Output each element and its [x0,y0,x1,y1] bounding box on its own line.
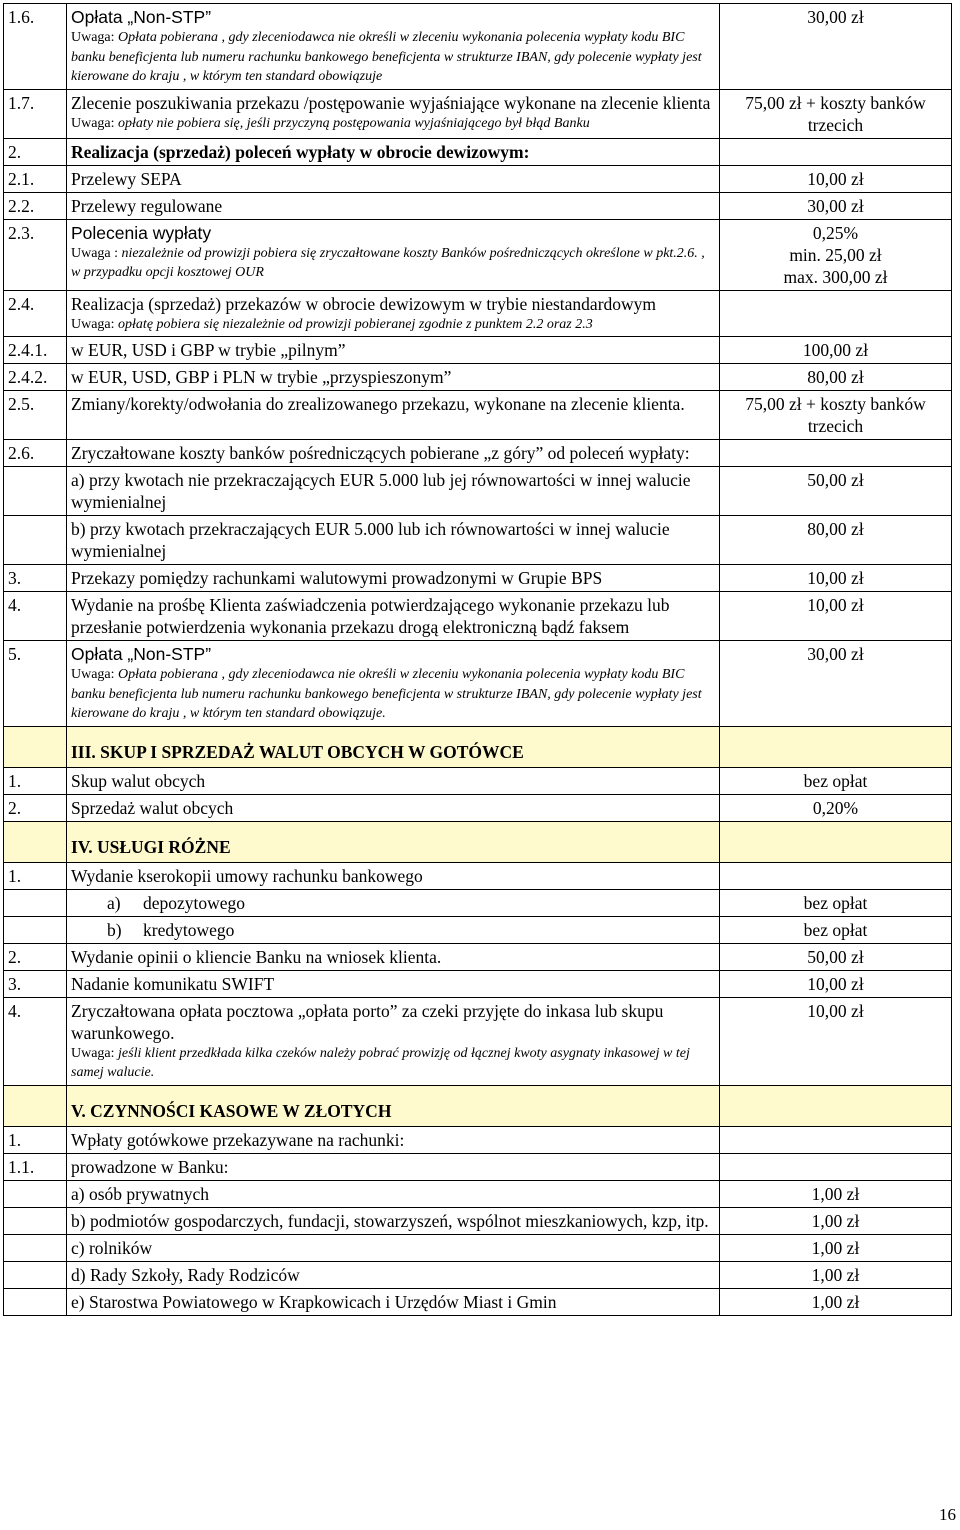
section-header-row [4,1085,952,1126]
fee-row [4,192,952,219]
item-description [67,943,720,970]
item-fee-value: 1,00 zł [720,1234,952,1261]
item-title: prowadzone w Banku: [71,1156,229,1177]
item-fee-value: 50,00 zł [720,943,952,970]
item-description [67,89,720,138]
fee-row [4,1126,952,1153]
item-title: Skup walut obcych [71,770,206,791]
note-text: niezależnie od prowizji pobiera się zryczałtowane koszty Banków pośredniczących określone w pkt.2.6. , w przypadku opcji kosztowej OUR [71,245,705,280]
item-title: w EUR, USD, GBP i PLN w trybie „przyspieszonym” [71,367,452,387]
item-description [67,138,720,165]
item-description [67,1180,720,1207]
note-text: opłaty nie pobiera się, jeśli przyczyną postępowania wyjaśniającego był błąd Banku [114,115,590,131]
item-description [67,1153,720,1180]
item-title: Wpłaty gotówkowe przekazywane na rachunki: [71,1129,405,1150]
fee-row [4,889,952,916]
section-title: III. SKUP I SPRZEDAŻ WALUT OBCYCH W GOTÓWCE [67,726,720,767]
section-value-cell [720,821,952,862]
note-text: Opłata pobierana , gdy zleceniodawca nie określi w zleceniu wykonania polecenia wypłaty kodu BIC banku beneficjenta lub numeru rachunku bankowego beneficjenta w strukturze IBAN, gdy polecenie wypłaty jest kierowane do kraju , w którym ten standard obowiązuje. [71,667,702,721]
item-fee-value: 0,20% [720,794,952,821]
fee-row [4,943,952,970]
item-description [67,364,720,391]
item-description [67,1234,720,1261]
sub-item-letter: b) [107,919,122,940]
item-title: Nadanie komunikatu SWIFT [71,973,275,994]
section-number-cell [4,726,67,767]
fee-row [4,1207,952,1234]
item-title: Sprzedaż walut obcych [71,797,234,818]
item-title: Opłata „Non-STP” [71,644,212,664]
item-title: w EUR, USD i GBP w trybie „pilnym” [71,340,346,360]
fee-row [4,219,952,290]
fee-row [4,641,952,727]
item-number: 1.6. [4,4,67,90]
item-fee-value: bez opłat [720,767,952,794]
item-number: 2.2. [4,192,67,219]
item-number: 3. [4,565,67,592]
item-title: Przelewy SEPA [71,168,182,189]
note-text: Opłata pobierana , gdy zleceniodawca nie określi w zleceniu wykonania polecenia wypłaty kodu BIC banku beneficjenta lub numeru rachunku bankowego beneficjenta w strukturze IBAN, gdy polecenie wypłaty jest kierowane do kraju , w którym ten standard obowiązuje [71,30,702,84]
item-number: 2. [4,943,67,970]
item-number: 2. [4,138,67,165]
item-fee-value: 75,00 zł + koszty banków trzecich [720,391,952,440]
item-title: Zryczałtowana opłata pocztowa „opłata porto” za czeki przyjęte do inkasa lub skupu warunkowego. [71,1000,664,1043]
item-description [67,794,720,821]
page-number: 16 [939,1505,956,1524]
item-fee-value [720,862,952,889]
item-fee-value: 10,00 zł [720,970,952,997]
item-fee-value [720,290,952,337]
item-description [67,391,720,440]
item-title: Opłata „Non-STP” [71,7,212,27]
item-number: 2. [4,794,67,821]
item-description [67,337,720,364]
item-fee-value: bez opłat [720,916,952,943]
fee-row [4,391,952,440]
item-title: depozytowego [143,892,246,913]
fee-row [4,1234,952,1261]
item-fee-value: bez opłat [720,889,952,916]
item-number: 4. [4,997,67,1085]
fee-row [4,4,952,90]
item-title: kredytowego [143,919,235,940]
fee-row [4,467,952,516]
item-number [4,1180,67,1207]
item-title: e) Starostwa Powiatowego w Krapkowicach i Urzędów Miast i Gmin [71,1291,557,1312]
item-fee-value: 10,00 zł [720,592,952,641]
item-number [4,1207,67,1234]
item-title: a) przy kwotach nie przekraczających EUR 5.000 lub jej równowartości w innej walucie wymienialnej [71,470,691,512]
item-description [67,916,720,943]
note-label: Uwaga: [71,115,115,131]
note-label: Uwaga: [71,1045,115,1061]
fee-row [4,1153,952,1180]
section-number-cell [4,1085,67,1126]
sub-item-letter: a) [107,892,121,913]
item-number: 2.6. [4,440,67,467]
item-note [71,114,715,134]
item-title: Polecenia wypłaty [71,222,212,243]
section-title: V. CZYNNOŚCI KASOWE W ZŁOTYCH [67,1085,720,1126]
fee-table-body [4,4,952,1316]
item-title: c) rolników [71,1237,153,1258]
item-fee-value [720,1126,952,1153]
fee-row [4,138,952,165]
fee-row [4,862,952,889]
item-number [4,1288,67,1315]
note-label: Uwaga : [71,245,119,261]
item-number [4,516,67,565]
section-value-cell [720,726,952,767]
note-text: jeśli klient przedkłada kilka czeków należy pobrać prowizję od łącznej kwoty asygnaty inkasowej w tej samej walucie. [71,1045,690,1080]
item-title: Przekazy pomiędzy rachunkami walutowymi prowadzonymi w Grupie BPS [71,568,603,588]
item-number: 1.1. [4,1153,67,1180]
fee-row [4,592,952,641]
item-title: Przelewy regulowane [71,195,223,216]
fee-table [3,3,952,1316]
item-description [67,862,720,889]
item-description [67,1261,720,1288]
item-fee-value: 100,00 zł [720,337,952,364]
item-description [67,641,720,727]
note-label: Uwaga: [71,667,115,682]
item-fee-value: 80,00 zł [720,364,952,391]
item-fee-value: 30,00 zł [720,641,952,727]
item-fee-value: 1,00 zł [720,1207,952,1234]
item-description [67,290,720,337]
item-fee-value: 80,00 zł [720,516,952,565]
fee-row [4,916,952,943]
item-description [67,592,720,641]
item-number: 2.4.1. [4,337,67,364]
item-number: 2.3. [4,219,67,290]
item-fee-value: 75,00 zł + koszty banków trzecich [720,89,952,138]
section-value-cell [720,1085,952,1126]
item-fee-value: 0,25% min. 25,00 zł max. 300,00 zł [720,219,952,290]
item-note [71,1044,715,1083]
item-description [67,889,720,916]
fee-row [4,516,952,565]
item-fee-value: 1,00 zł [720,1261,952,1288]
item-description [67,516,720,565]
note-text: opłatę pobiera się niezależnie od prowizji pobieranej zgodnie z punktem 2.2 oraz 2.3 [114,316,593,332]
item-number: 1. [4,1126,67,1153]
fee-row [4,337,952,364]
item-note [71,28,715,87]
item-number [4,916,67,943]
item-title: b) przy kwotach przekraczających EUR 5.000 lub ich równowartości w innej walucie wymienialnej [71,519,670,561]
item-number [4,889,67,916]
item-description [67,192,720,219]
fee-row [4,997,952,1085]
item-fee-value: 30,00 zł [720,4,952,90]
item-description [67,1126,720,1153]
item-number: 2.4.2. [4,364,67,391]
item-note [71,315,715,335]
item-title: d) Rady Szkoły, Rady Rodziców [71,1264,300,1285]
item-title: Realizacja (sprzedaż) poleceń wypłaty w obrocie dewizowym: [71,141,530,162]
fee-row [4,440,952,467]
fee-row [4,970,952,997]
fee-row [4,565,952,592]
item-number: 2.1. [4,165,67,192]
item-description [67,565,720,592]
item-title: Zryczałtowane koszty banków pośredniczących pobierane „z góry” od poleceń wypłaty: [71,443,690,463]
fee-row [4,1288,952,1315]
item-fee-value [720,138,952,165]
item-description [67,767,720,794]
fee-row [4,89,952,138]
section-header-row [4,726,952,767]
item-number: 2.5. [4,391,67,440]
item-title: Zmiany/korekty/odwołania do zrealizowanego przekazu, wykonane na zlecenie klienta. [71,394,685,414]
item-title: b) podmiotów gospodarczych, fundacji, stowarzyszeń, wspólnot mieszkaniowych, kzp, itp. [71,1210,709,1231]
item-fee-value: 1,00 zł [720,1180,952,1207]
note-label: Uwaga: [71,316,115,332]
item-description [67,440,720,467]
fee-row [4,794,952,821]
fee-row [4,165,952,192]
item-fee-value: 10,00 zł [720,565,952,592]
item-number: 1. [4,862,67,889]
fee-row [4,364,952,391]
item-number: 3. [4,970,67,997]
item-description [67,165,720,192]
item-note [71,665,715,724]
item-description [67,219,720,290]
item-description [67,4,720,90]
fee-row [4,1180,952,1207]
item-fee-value: 50,00 zł [720,467,952,516]
item-description [67,997,720,1085]
item-title: Wydanie opinii o kliencie Banku na wniosek klienta. [71,946,442,967]
item-fee-value: 30,00 zł [720,192,952,219]
item-fee-value [720,1153,952,1180]
item-number [4,467,67,516]
item-title: a) osób prywatnych [71,1183,210,1204]
item-number: 5. [4,641,67,727]
item-fee-value: 10,00 zł [720,997,952,1085]
item-fee-value [720,440,952,467]
section-title: IV. USŁUGI RÓŻNE [67,821,720,862]
note-label: Uwaga: [71,30,115,45]
item-number: 4. [4,592,67,641]
item-description [67,1207,720,1234]
item-number: 1. [4,767,67,794]
item-number [4,1234,67,1261]
item-title: Wydanie kserokopii umowy rachunku bankowego [71,865,423,886]
item-title: Realizacja (sprzedaż) przekazów w obrocie dewizowym w trybie niestandardowym [71,293,657,314]
item-note [71,244,715,283]
item-fee-value: 10,00 zł [720,165,952,192]
fee-row [4,767,952,794]
item-description [67,970,720,997]
item-title: Wydanie na prośbę Klienta zaświadczenia potwierdzającego wykonanie przekazu lub przesłanie potwierdzenia wykonania przekazu drogą elektroniczną bądź faksem [71,595,670,637]
fee-row [4,290,952,337]
item-number [4,1261,67,1288]
fee-row [4,1261,952,1288]
item-description [67,467,720,516]
item-fee-value: 1,00 zł [720,1288,952,1315]
section-number-cell [4,821,67,862]
section-header-row [4,821,952,862]
item-title: Zlecenie poszukiwania przekazu /postępowanie wyjaśniające wykonane na zlecenie klienta [71,92,711,113]
item-number: 1.7. [4,89,67,138]
item-description [67,1288,720,1315]
item-number: 2.4. [4,290,67,337]
